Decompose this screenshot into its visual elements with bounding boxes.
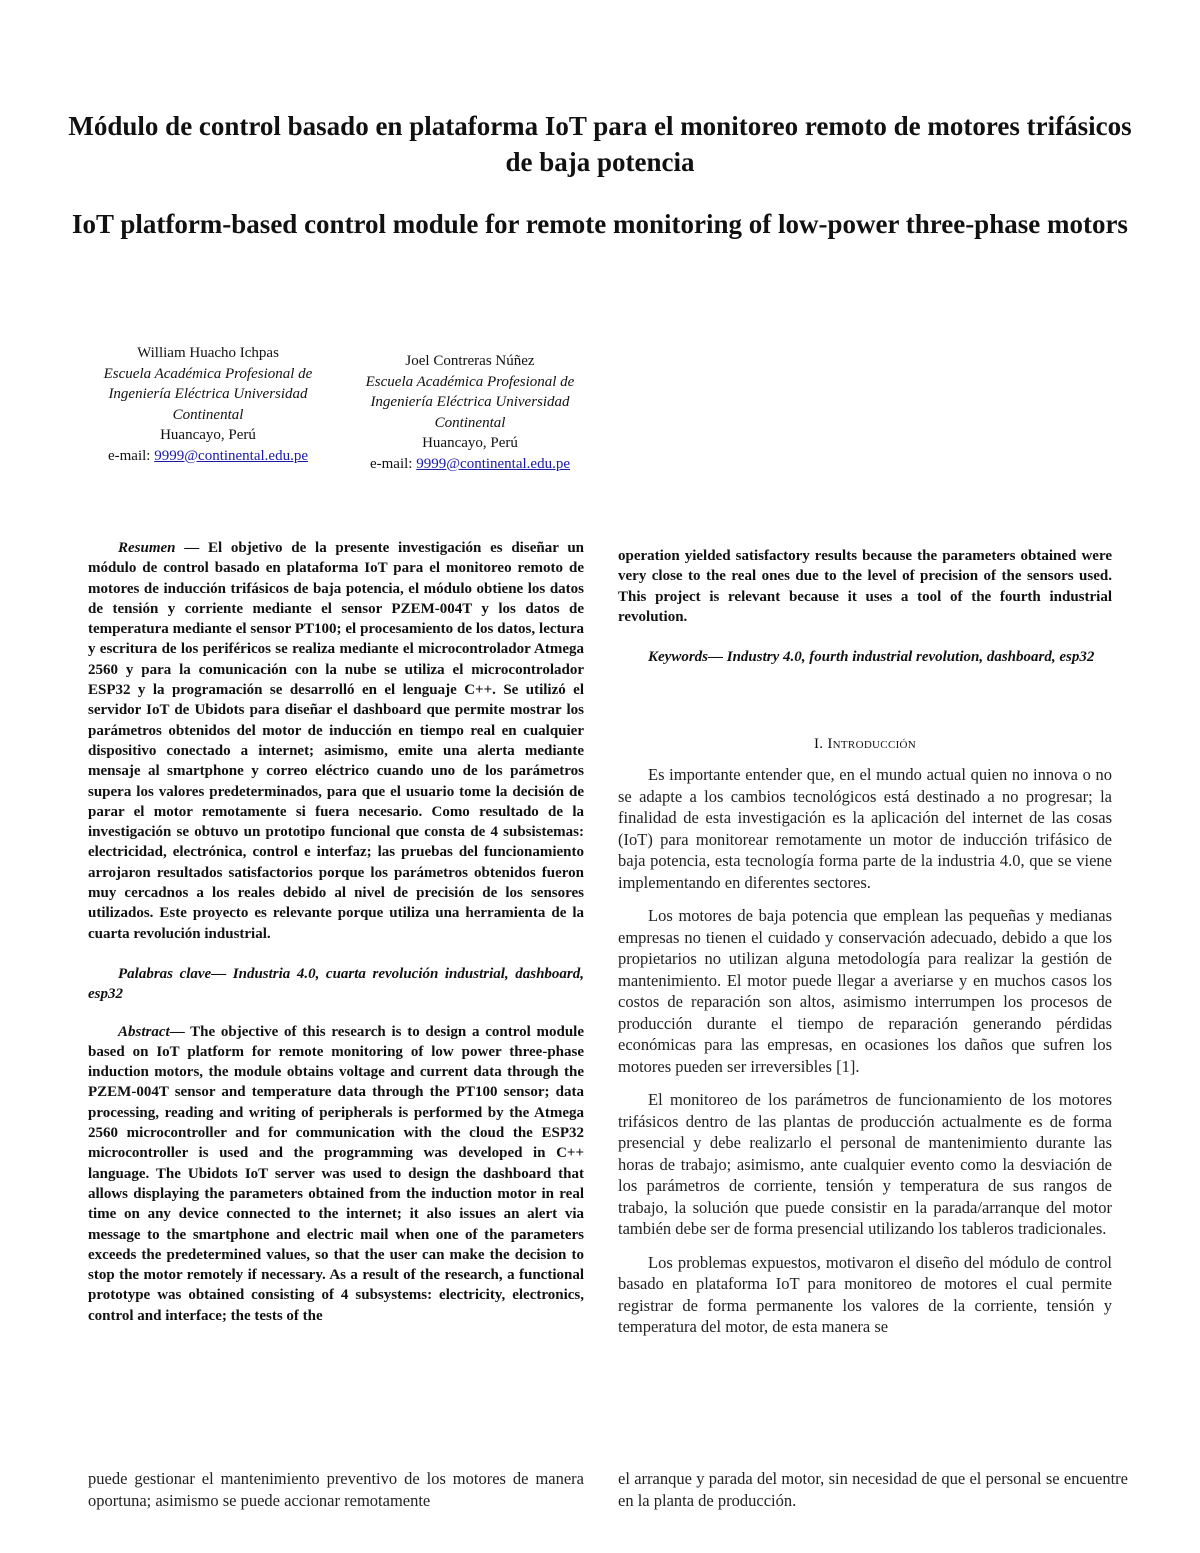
introduction-body — [618, 764, 1112, 1338]
email-label: e-mail: — [107, 447, 151, 464]
resumen-label: Resumen — [118, 540, 176, 556]
section-number: I. — [813, 736, 824, 752]
palabras-clave: Palabras clave— Industria 4.0, cuarta revolución industrial, dashboard, esp32 — [88, 965, 584, 1003]
keywords: Keywords— Industry 4.0, fourth industrial revolution, dashboard, esp32 — [648, 649, 1095, 666]
abstract-continuation: operation yielded satisfactory results because the parameters obtained were very close to the real ones due to the level of precision of the sensors used. This project is relevant because it uses a tool of the fourth industrial revolution. — [618, 548, 1112, 625]
abstract-label: Abstract — [118, 1023, 170, 1040]
resumen-text: — El objetivo de la presente investigación es diseñar un módulo de control basado en plataforma IoT para el monitoreo remoto de motores de inducción trifásicos de baja potencia, el módulo obtiene los datos de tensión y corriente mediante el sensor PZEM-004T y los datos de temperatura mediante el sensor PT100; el procesamiento de los datos, lectura y escritura de los periféricos se realiza mediante el microcontrolador Atmega 2560 y para la comunicación con la nube se utiliza el microcontrolador ESP32 y la programación se desarrolló en el lenguaje C++. Se utilizó el servidor IoT de Ubidots para diseñar el dashboard que permite mostrar los parámetros obtenidos del motor de inducción en tiempo real en cualquier dispositivo conectado a internet; asimismo, emite una alerta mediante mensaje al smartphone y correo eléctrico cuando uno de los parámetros supera los valores predeterminados, para que el usuario tome la decisión de parar el motor remotamente si fuera necesario. Como resultado de la investigación se obtuvo un prototipo funcional que consta de 4 subsistemas: electricidad, electrónica, control e interfaz; las pruebas del funcionamiento arrojaron resultados satisfactorios porque los parámetros obtenidos fueron muy cercadnos a los reales debido al nivel de precisión de los sensores utilizados. Este proyecto es relevante porque utiliza una herramienta de la cuarta revolución industrial. — [88, 540, 584, 942]
abstract-paragraph — [88, 1022, 584, 1326]
left-column — [88, 538, 584, 1326]
author-name: William Huacho Ichpas — [137, 345, 279, 361]
email-label: e-mail: — [369, 455, 413, 472]
resumen-paragraph — [88, 538, 584, 944]
abstract-text: — The objective of this research is to design a control module based on IoT platform for remote monitoring of low power three-phase induction motors, the module obtains voltage and current data through the PZEM-004T sensor and temperature data through the PT100 sensor; data processing, reading and writing of peripherals is performed by the Atmega 2560 microcontroller and for communication with the cloud the ESP32 microcontroller is used and the programming was developed in C++ language. The Ubidots IoT server was used to design the dashboard that allows displaying the parameters obtained from the induction motor in real time on any device connected to the internet; it also issues an alert via message to the smartphone and electric mail when one of the parameters exceeds the predetermined values, so that the user can make the decision to stop the motor remotely if necessary. As a result of the research, a functional prototype was obtained consisting of 4 subsystems: electricity, electronics, control and interface; the tests of the — [88, 1023, 584, 1324]
author-affiliation: Escuela Académica Profesional de Ingeniería Eléctrica Universidad Continental — [103, 365, 313, 423]
author-name: Joel Contreras Núñez — [405, 353, 535, 369]
title-english: IoT platform-based control module for remote monitoring of low-power three-phase motors — [72, 209, 1128, 239]
intro-paragraph-4: Los problemas expuestos, motivaron el diseño del módulo de control basado en plataforma IoT para monitoreo de motores el cual permite registrar de forma permanente los valores de la corriente, tensión y temperatura del motor, de esta manera se — [618, 1252, 1112, 1336]
footer-right-text: el arranque y parada del motor, sin necesidad de que el personal se encuentre en la planta de producción. — [618, 1469, 1128, 1510]
author-email-line — [88, 446, 328, 467]
title-spanish: Módulo de control basado en plataforma IoT para el monitoreo remoto de motores trifásicos de baja potencia — [68, 111, 1132, 177]
section-title: Introducción — [827, 736, 917, 752]
section-heading — [618, 736, 1112, 753]
intro-paragraph-1: Es importante entender que, en el mundo actual quien no innova o no se adapte a los cambios tecnológicos está destinado a no progresar; la finalidad de esta investigación es la aplicación del internet de las cosas (IoT) para monitorear remotamente un motor de inducción trifásico de baja potencia, esta tecnología forma parte de la industria 4.0, que se viene implementando en diferentes sectores. — [618, 765, 1112, 892]
intro-paragraph-2: Los motores de baja potencia que emplean las pequeñas y medianas empresas no tienen el cuidado y conservación adecuado, debido a que los propietarios no utilizan alguna metodología para realizar la gestión de mantenimiento. El motor puede llegar a averiarse y en muchos casos los costos de reparación son altos, asimismo interrumpen los procesos de producción durante el tiempo de reparación generando pérdidas económicas para las empresas, en ocasiones los daños que sufren los motores pueden ser irreversibles [1]. — [618, 906, 1112, 1076]
author-affiliation: Escuela Académica Profesional de Ingeniería Eléctrica Universidad Continental — [365, 373, 575, 431]
intro-paragraph-3: El monitoreo de los parámetros de funcionamiento de los motores trifásicos dentro de las plantas de producción actualmente es de forma presencial y debe realizarlo el personal de mantenimiento durante las horas de trabajo; asimismo, ante cualquier evento como la desviación de los parámetros de corriente, tensión y temperatura de sus rangos de trabajo, la solución que puede consistir en la parada/arranque del motor también debe ser de forma presencial utilizando los tableros tradicionales. — [618, 1090, 1112, 1238]
author-city: Huancayo, Perú — [160, 427, 256, 443]
author-email-link[interactable]: 9999@continental.edu.pe — [416, 455, 570, 472]
footer-left-text: puede gestionar el mantenimiento preventivo de los motores de manera oportuna; asimismo se puede accionar remotamente — [88, 1469, 584, 1510]
author-email-line — [340, 454, 600, 475]
author-email-link[interactable]: 9999@continental.edu.pe — [154, 447, 308, 464]
author-2 — [340, 351, 600, 474]
author-city: Huancayo, Perú — [422, 435, 518, 451]
author-1 — [88, 343, 328, 466]
right-column-abstract — [618, 546, 1112, 667]
